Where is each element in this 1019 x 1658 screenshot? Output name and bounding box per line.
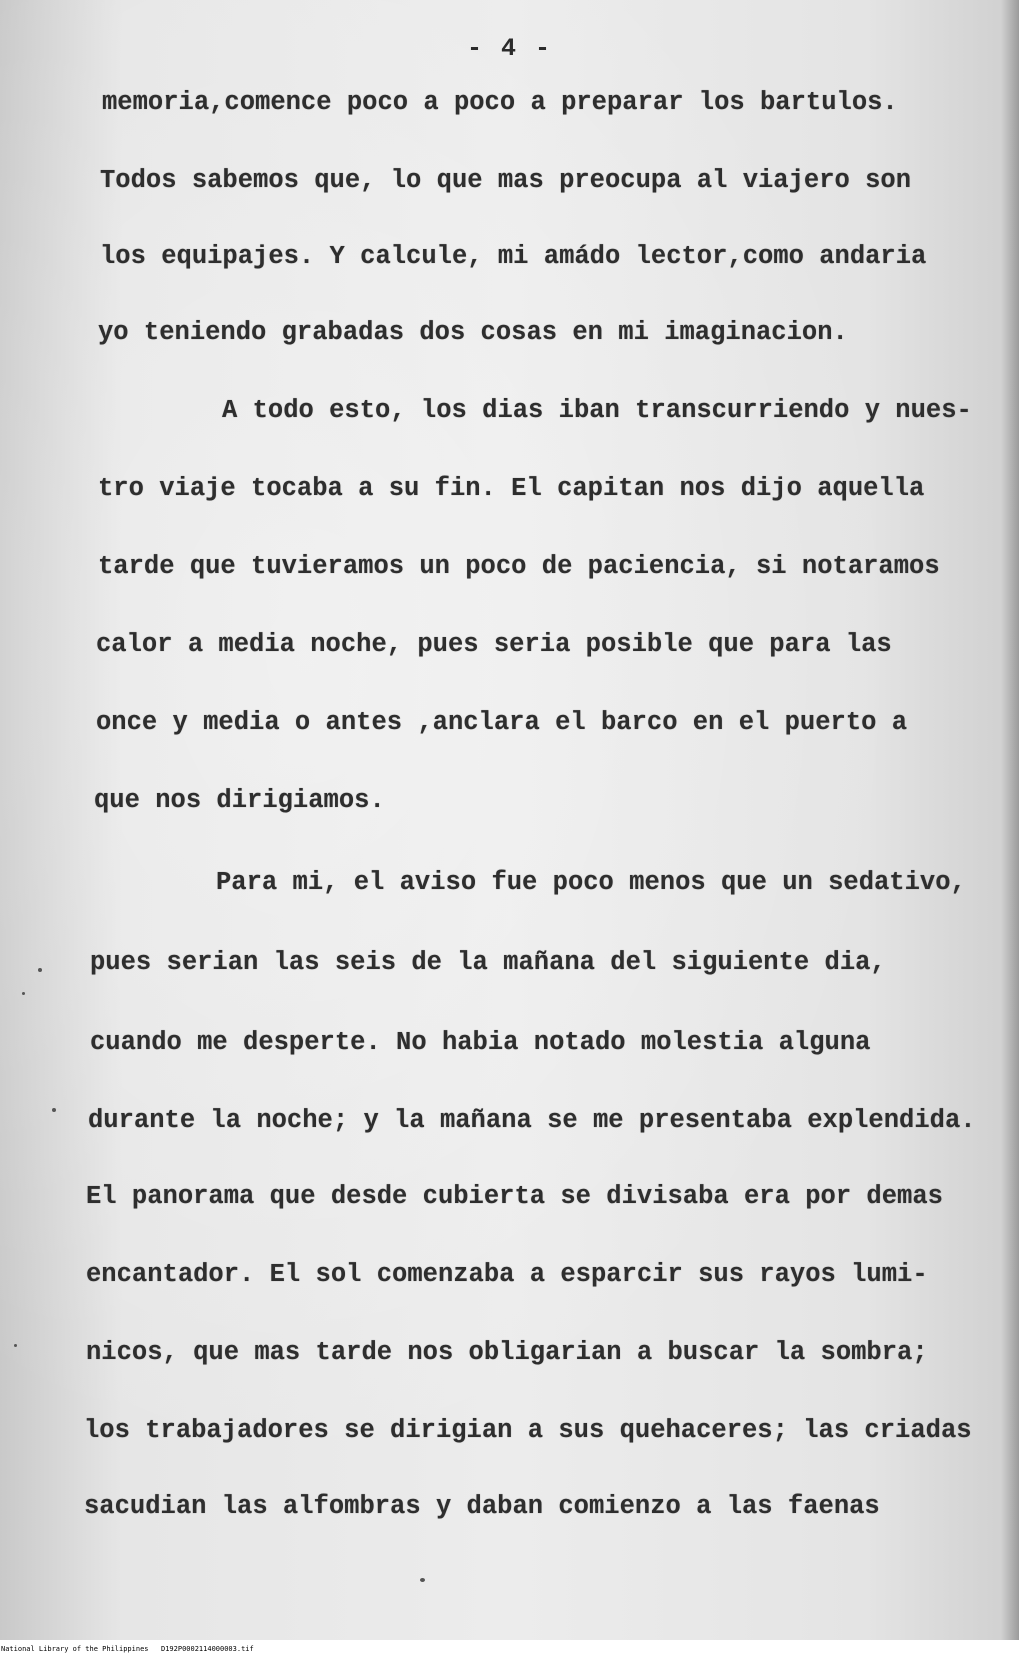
text-line: tarde que tuvieramos un poco de paciencia, si notaramos [98,552,940,581]
text-line: yo teniendo grabadas dos cosas en mi imaginacion. [98,318,848,347]
text-line: El panorama que desde cubierta se divisaba era por demas [86,1182,943,1211]
text-line: pues serian las seis de la mañana del siguiente dia, [90,948,886,977]
footer-library: National Library of the Philippines [1,1645,149,1653]
text-line: durante la noche; y la mañana se me presentaba explendida. [88,1106,976,1135]
text-line: sacudian las alfombras y daban comienzo a las faenas [84,1492,880,1521]
text-line: Para mi, el aviso fue poco menos que un sedativo, [216,868,966,897]
scan-speck [420,1578,425,1582]
text-line: calor a media noche, pues seria posible que para las [96,630,892,659]
scan-speck [52,1108,56,1112]
page-number: - 4 - [466,34,552,63]
text-line: que nos dirigiamos. [94,786,385,815]
text-line: encantador. El sol comenzaba a esparcir sus rayos lumi- [86,1260,928,1289]
text-line: tro viaje tocaba a su fin. El capitan nos dijo aquella [98,474,925,503]
text-line: los equipajes. Y calcule, mi amádo lector,como andaria [100,242,927,271]
text-line: cuando me desperte. No habia notado molestia alguna [90,1028,871,1057]
text-line: once y media o antes ,anclara el barco en el puerto a [96,708,908,737]
text-line: los trabajadores se dirigian a sus quehaceres; las criadas [84,1416,972,1445]
scan-speck [22,992,25,995]
text-line: memoria,comence poco a poco a preparar los bartulos. [102,88,898,117]
text-line: nicos, que mas tarde nos obligarian a buscar la sombra; [86,1338,928,1367]
scan-speck [14,1344,17,1347]
text-line: Todos sabemos que, lo que mas preocupa al viajero son [100,166,912,195]
scan-speck [38,968,42,972]
text-line: A todo esto, los dias iban transcurriendo y nues- [222,396,972,425]
footer-file: D192P0002114000003.tif [161,1645,254,1653]
scan-footer [0,1640,1019,1658]
